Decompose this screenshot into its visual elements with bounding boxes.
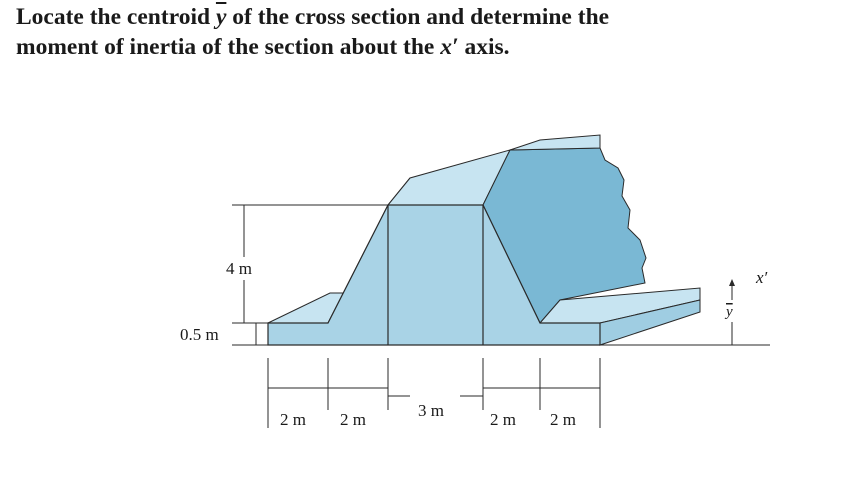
problem-text-part4: axis. [458, 34, 510, 60]
axis-label: x′ [756, 268, 768, 287]
centroid-arrow-up [729, 279, 735, 286]
dim-center-label: 3 m [418, 401, 444, 420]
dim-width-2-label: 2 m [340, 410, 366, 429]
dim-width-3-label: 2 m [490, 410, 516, 429]
dim-flange-label: 0.5 m [180, 325, 219, 344]
dim-height-label: 4 m [226, 259, 252, 278]
problem-text-part3: moment of inertia of the section about the [16, 34, 441, 60]
problem-text-part1: Locate the centroid [16, 4, 216, 30]
centroid-label: y [726, 304, 733, 320]
centroid-symbol: $\overline{y}$ [215, 4, 227, 30]
dim-width-4-label: 2 m [550, 410, 576, 429]
dim-width-1-label: 2 m [280, 410, 306, 429]
top-back-surface [510, 135, 600, 150]
axis-symbol: x′ [440, 34, 459, 60]
problem-text-part2: of the cross section and determine the [226, 4, 610, 30]
